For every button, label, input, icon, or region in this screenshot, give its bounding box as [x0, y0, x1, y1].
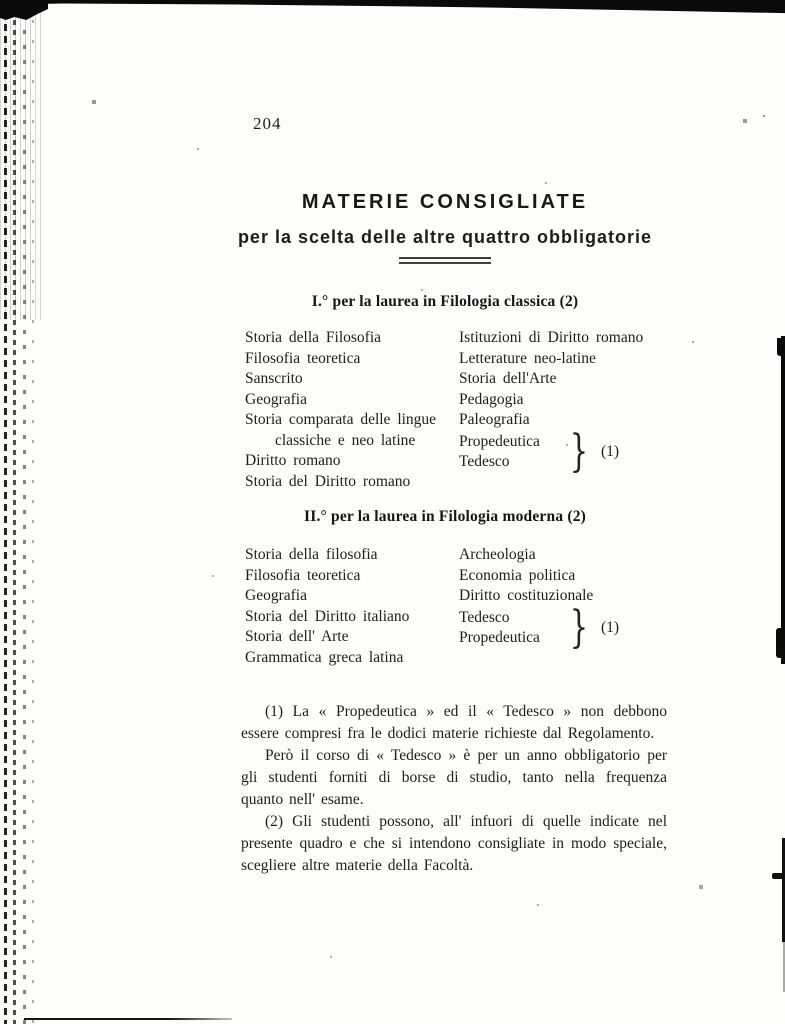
footnote-1-continued: Però il corso di « Tedesco » è per un anno obbligatorio per gli studenti forniti di borse di studio, tanto nella frequenza quanto nell' esame.: [241, 747, 667, 808]
list-item: Letterature neo-latine: [459, 349, 596, 367]
scan-edge-right: [781, 336, 785, 664]
list-item: Istituzioni di Diritto romano: [459, 329, 644, 346]
list-item: Economia politica: [459, 566, 576, 584]
section-2-heading: II.° per la laurea in Filologia moderna (2): [303, 508, 587, 525]
list-item: Storia del Diritto italiano: [245, 607, 410, 625]
binding-noise: [0, 0, 44, 320]
grouped-subject-labels: [459, 608, 565, 649]
page-title: MATERIE CONSIGLIATE: [301, 191, 589, 213]
list-item: Paleografia: [459, 411, 530, 428]
list-item: Storia dell' Arte: [245, 628, 349, 645]
scan-specks: [0, 0, 2, 2]
footnotes: [241, 701, 667, 877]
footnote-ref: (1): [601, 618, 620, 636]
title-block: [230, 191, 660, 248]
list-item: Geografia: [245, 390, 307, 408]
list-item: Geografia: [245, 587, 307, 604]
grouped-subject-labels: [459, 432, 565, 473]
section-1-heading: I.° per la laurea in Filologia classica (2): [311, 293, 579, 310]
scan-edge-top: [0, 0, 785, 16]
list-item: Propedeutica: [459, 629, 540, 646]
list-item: Propedeutica: [459, 432, 540, 450]
list-item: Grammatica greca latina: [245, 648, 404, 666]
scan-blemish: [772, 873, 783, 879]
list-item: Tedesco: [459, 453, 510, 470]
list-item: Sanscrito: [245, 370, 303, 387]
grouped-subjects: [459, 602, 674, 653]
brace-icon: }: [569, 602, 589, 653]
scan-blemish: [776, 628, 785, 658]
section-1-left-column: [245, 328, 461, 492]
list-item: Storia comparata delle lingue classiche e neo latine: [245, 411, 437, 449]
footnote-1: (1) La « Propedeutica » ed il « Tedesco » non debbono essere compresi fra le dodici materie richieste dal Regolamento.: [241, 703, 667, 742]
list-item: Tedesco: [459, 608, 510, 626]
scan-blemish: [777, 338, 785, 356]
grouped-subjects: [459, 426, 674, 477]
list-item: Diritto costituzionale: [459, 587, 594, 604]
brace-icon: }: [569, 426, 589, 477]
section-2-right-column: [459, 545, 674, 653]
list-item: Storia della filosofia: [245, 546, 378, 563]
double-rule-divider: [399, 257, 491, 264]
list-item: Filosofia teoretica: [245, 349, 361, 367]
list-item: Storia dell'Arte: [459, 370, 557, 387]
page-number: 204: [253, 114, 282, 133]
section-2-left-column: [245, 545, 461, 668]
list-item: Filosofia teoretica: [245, 566, 361, 584]
list-item: Archeologia: [459, 546, 536, 563]
list-item: Storia della Filosofia: [245, 329, 382, 346]
list-item: Pedagogia: [459, 390, 524, 408]
list-item: Diritto romano: [245, 452, 341, 469]
page-subtitle: per la scelta delle altre quattro obbligatorie: [237, 227, 653, 247]
footnote-ref: (1): [601, 442, 620, 460]
scan-edge-bottom: [24, 1018, 232, 1020]
footnote-2: (2) Gli studenti possono, all' infuori di quelle indicate nel presente quadro e che si intendono consigliate in modo speciale, scegliere altre materie della Facoltà.: [241, 813, 667, 874]
section-1-right-column: [459, 328, 674, 477]
list-item: Storia del Diritto romano: [245, 472, 411, 490]
